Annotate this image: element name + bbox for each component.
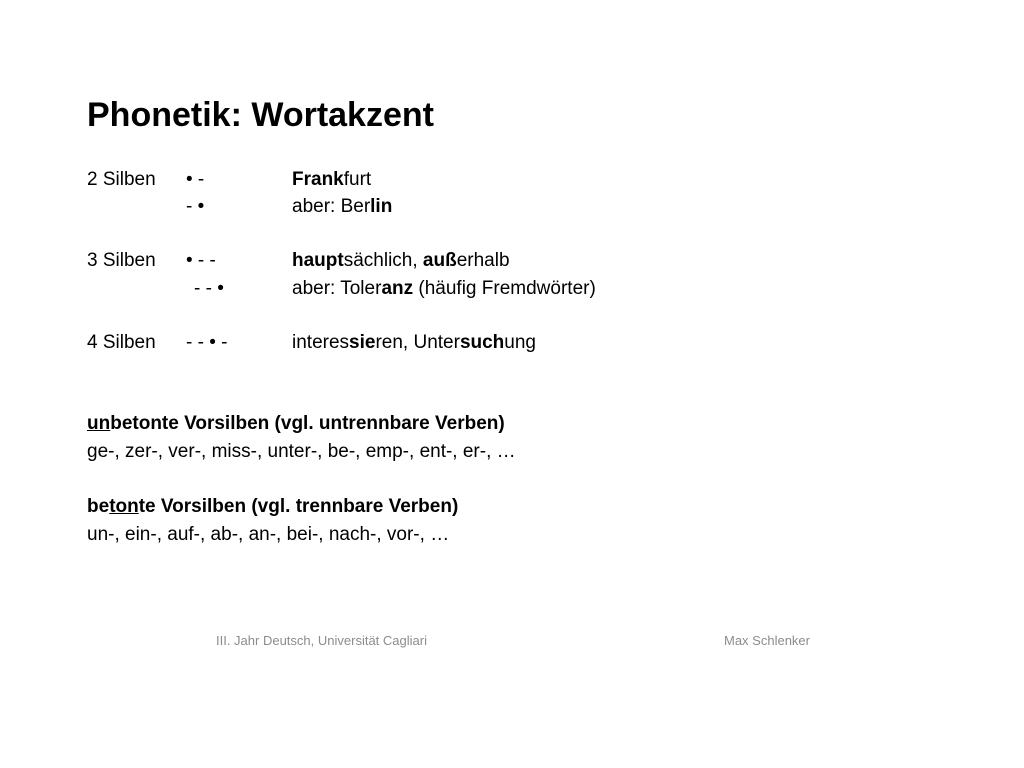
stressed-syllable: auß: [422, 250, 457, 271]
underlined-syllable: un: [87, 413, 111, 434]
syllable-count-label: 2 Silben: [87, 169, 156, 190]
stress-pattern: - - • -: [186, 332, 228, 353]
stressed-syllable: haupt: [292, 250, 344, 271]
stress-example: [292, 194, 392, 220]
syllable-count-label: 3 Silben: [87, 250, 156, 271]
unstressed-prefixes-heading: [87, 411, 505, 437]
heading-text: betonte Vorsilben (vgl. untrennbare Verben): [110, 413, 505, 434]
unstressed-text: erhalb: [456, 250, 510, 271]
unstressed-text: ren, Unter: [375, 332, 460, 353]
unstressed-text: ung: [504, 332, 536, 353]
heading-text: be: [87, 496, 110, 517]
unstressed-text: sächlich,: [343, 250, 423, 271]
stressed-syllable: such: [459, 332, 505, 353]
stressed-syllable: lin: [370, 196, 393, 217]
heading-text: te Vorsilben (vgl. trennbare Verben): [138, 496, 459, 517]
stress-pattern: - •: [186, 196, 205, 217]
stress-example: [292, 330, 536, 356]
stress-pattern: - - •: [194, 278, 224, 299]
stress-example: [292, 248, 510, 274]
unstressed-text: aber: Ber: [292, 196, 371, 217]
unstressed-text: aber: Toler: [292, 278, 382, 299]
unstressed-text: interes: [292, 332, 350, 353]
stressed-prefixes-heading: [87, 494, 458, 520]
stressed-syllable: anz: [381, 278, 414, 299]
slide-title: Phonetik: Wortakzent: [87, 96, 434, 134]
unstressed-text: (häufig Fremdwörter): [413, 278, 596, 299]
stressed-syllable: Frank: [292, 169, 344, 190]
underlined-syllable: ton: [109, 496, 139, 517]
unstressed-text: furt: [343, 169, 372, 190]
syllable-count-label: 4 Silben: [87, 332, 156, 353]
footer-author: Max Schlenker: [724, 633, 810, 648]
stressed-syllable: sie: [349, 332, 376, 353]
stressed-prefixes-list: un-, ein-, auf-, ab-, an-, bei-, nach-, vor-, …: [87, 524, 450, 545]
footer-course: III. Jahr Deutsch, Universität Cagliari: [216, 633, 427, 648]
stress-pattern: • - -: [186, 250, 216, 271]
stress-example: [292, 167, 371, 193]
stress-example: [292, 276, 596, 302]
stress-pattern: • -: [186, 169, 205, 190]
unstressed-prefixes-list: ge-, zer-, ver-, miss-, unter-, be-, emp-, ent-, er-, …: [87, 441, 516, 462]
